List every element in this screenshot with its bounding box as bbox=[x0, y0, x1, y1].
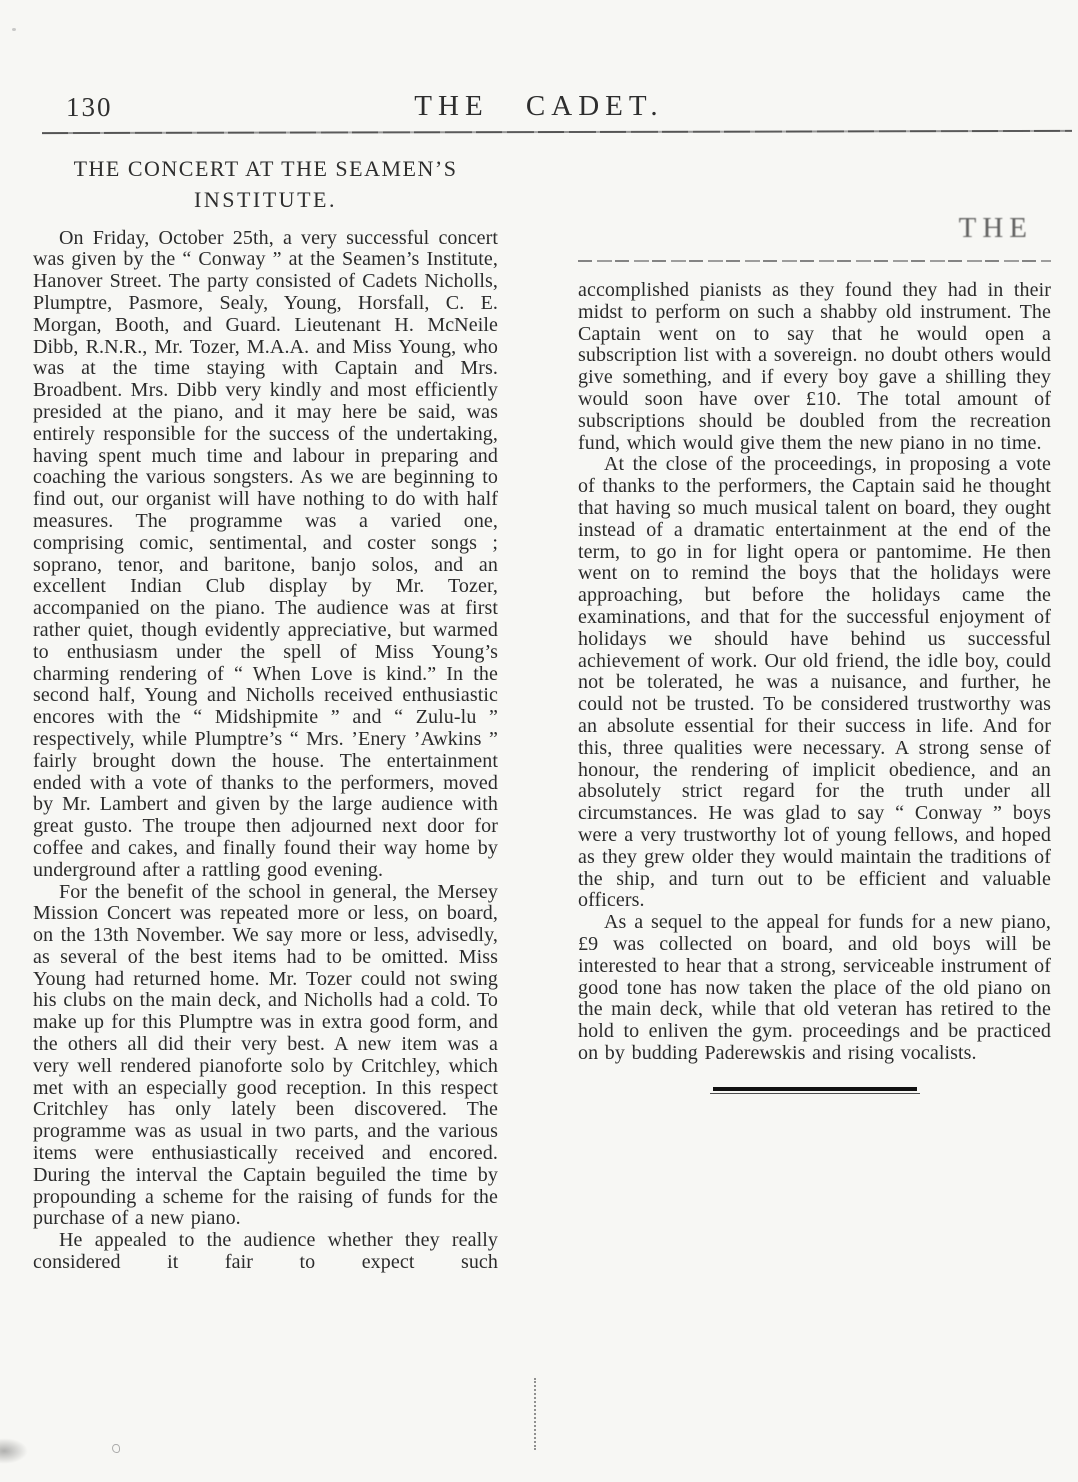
scan-artifact bbox=[12, 28, 16, 31]
paragraph: For the benefit of the school in general, the Mersey Mission Concert was repeated more or less, on board, on the 13th November. We say more or less, advisedly, as several of the best items had to be omitted. Miss Young had returned home. Mr. Tozer could not swing his clubs on the main deck, and Nicholls had a cold. To make up for this Plumptre was in extra good form, and the others all did their very best. A new item was a very well rendered pianoforte solo by Critchley, which met with an especially good reception. In this respect Critchley has only lately been discovered. The programme was as usual in two parts, and the various items were enthusiastically received and encored. During the interval the Captain beguiled the time by propounding a scheme for the raising of funds for the purchase of a new piano. bbox=[33, 880, 498, 1230]
paragraph: At the close of the proceedings, in proposing a vote of thanks to the performers, the Captain said he thought that having so much musical talent on board, they ought instead of a dramatic entertainment at the end of the term, to go in for light opera or pantomime. He then went on to remind the boys that the holidays were approaching, but before the holidays came the examinations, and that for the successful enjoyment of holidays we should have behind us successful achievement of work. Our old friend, the idle boy, could not be tolerated, he was a nuisance, and further, he could not be trusted. To be considered trustworthy was an absolute essential for their success in life. And for this, three qualities were necessary. A strong sense of honour, the rendering of implicit obedience, and an absolutely strict regard for the truth under all circumstances. He was glad to say “ Conway ” boys were a very trustworthy lot of young fellows, and hoped as they grew older they would maintain the traditions of the ship, and turn out to be efficient and valuable officers. bbox=[578, 453, 1051, 912]
paragraph: accomplished pianists as they found they had in their midst to perform on such a shabby old instrument. The Captain went on to say that he would open a subscription list with a sovereign. no doubt others would give something, and if every boy gave a shilling they would soon have over £10. The total amount of subscriptions should be doubled from the recreation fund, which would give them the new piano in no time. bbox=[578, 279, 1051, 454]
header-rule bbox=[42, 130, 1072, 134]
journal-title: THE CADET. bbox=[414, 90, 664, 122]
article-title-line1: THE CONCERT AT THE SEAMEN’S bbox=[73, 156, 458, 181]
paragraph: As a sequel to the appeal for funds for a new piano, £9 was collected on board, and old boys will be interested to hear that a strong, serviceable instrument of good tone has now taken the place of the old piano on the main deck, while that old veteran has retired to the hold to enliven the gym. proceedings and be practiced on by budding Paderewskis and rising vocalists. bbox=[578, 911, 1051, 1064]
ghost-heading-bleedthrough: THE bbox=[958, 212, 1033, 244]
right-column bbox=[578, 212, 1051, 1091]
column-dashed-rule bbox=[578, 260, 1051, 262]
page-number: 130 bbox=[66, 92, 113, 122]
left-column bbox=[33, 158, 498, 1274]
paragraph: On Friday, October 25th, a very successful concert was given by the “ Conway ” at the Seamen’s Institute, Hanover Street. The party consisted of Cadets Nicholls, Plumptre, Pasmore, Sealy, Young, Horsfall, C. E. Morgan, Booth, and Guard. Lieutenant H. McNeile Dibb, R.N.R., Mr. Tozer, M.A.A. and Miss Young, who was at the time staying with Captain and Mrs. Broadbent. Mrs. Dibb very kindly and most efficiently presided at the piano, and it may here be said, was entirely responsible for the success of the undertaking, having spent much time and labour in preparing and coaching the various songsters. As we are beginning to find out, our organist will have nothing to do with half measures. The programme was a varied one, comprising comic, sentimental, and coster songs ; soprano, tenor, and baritone, banjo solos, and an excellent Indian Club display by Mr. Tozer, accompanied on the piano. The audience was at first rather quiet, though evidently appreciative, but warmed to enthusiasm under the spell of Miss Young’s charming rendering of “ When Love is kind.” In the second half, Young and Nicholls received enthusiastic encores with the “ Midshipmite ” and “ Zulu-lu ” respectively, while Plumptre’s “ Mrs. ’Enery ’Awkins ” fairly brought down the house. The entertainment ended with a vote of thanks to the performers, moved by Mr. Lambert and given by the large audience with great gusto. The troupe then adjourned next door for coffee and cakes, and finally found their way home by underground after a rattling good evening. bbox=[33, 226, 498, 881]
paragraph: He appealed to the audience whether they really considered it fair to expect such bbox=[33, 1229, 498, 1274]
scan-artifact bbox=[112, 1444, 120, 1453]
gutter-dotted-line bbox=[534, 1378, 536, 1450]
scan-artifact bbox=[0, 1438, 28, 1464]
article-title-line2: INSTITUTE. bbox=[194, 186, 337, 212]
end-of-article-divider bbox=[713, 1087, 917, 1091]
